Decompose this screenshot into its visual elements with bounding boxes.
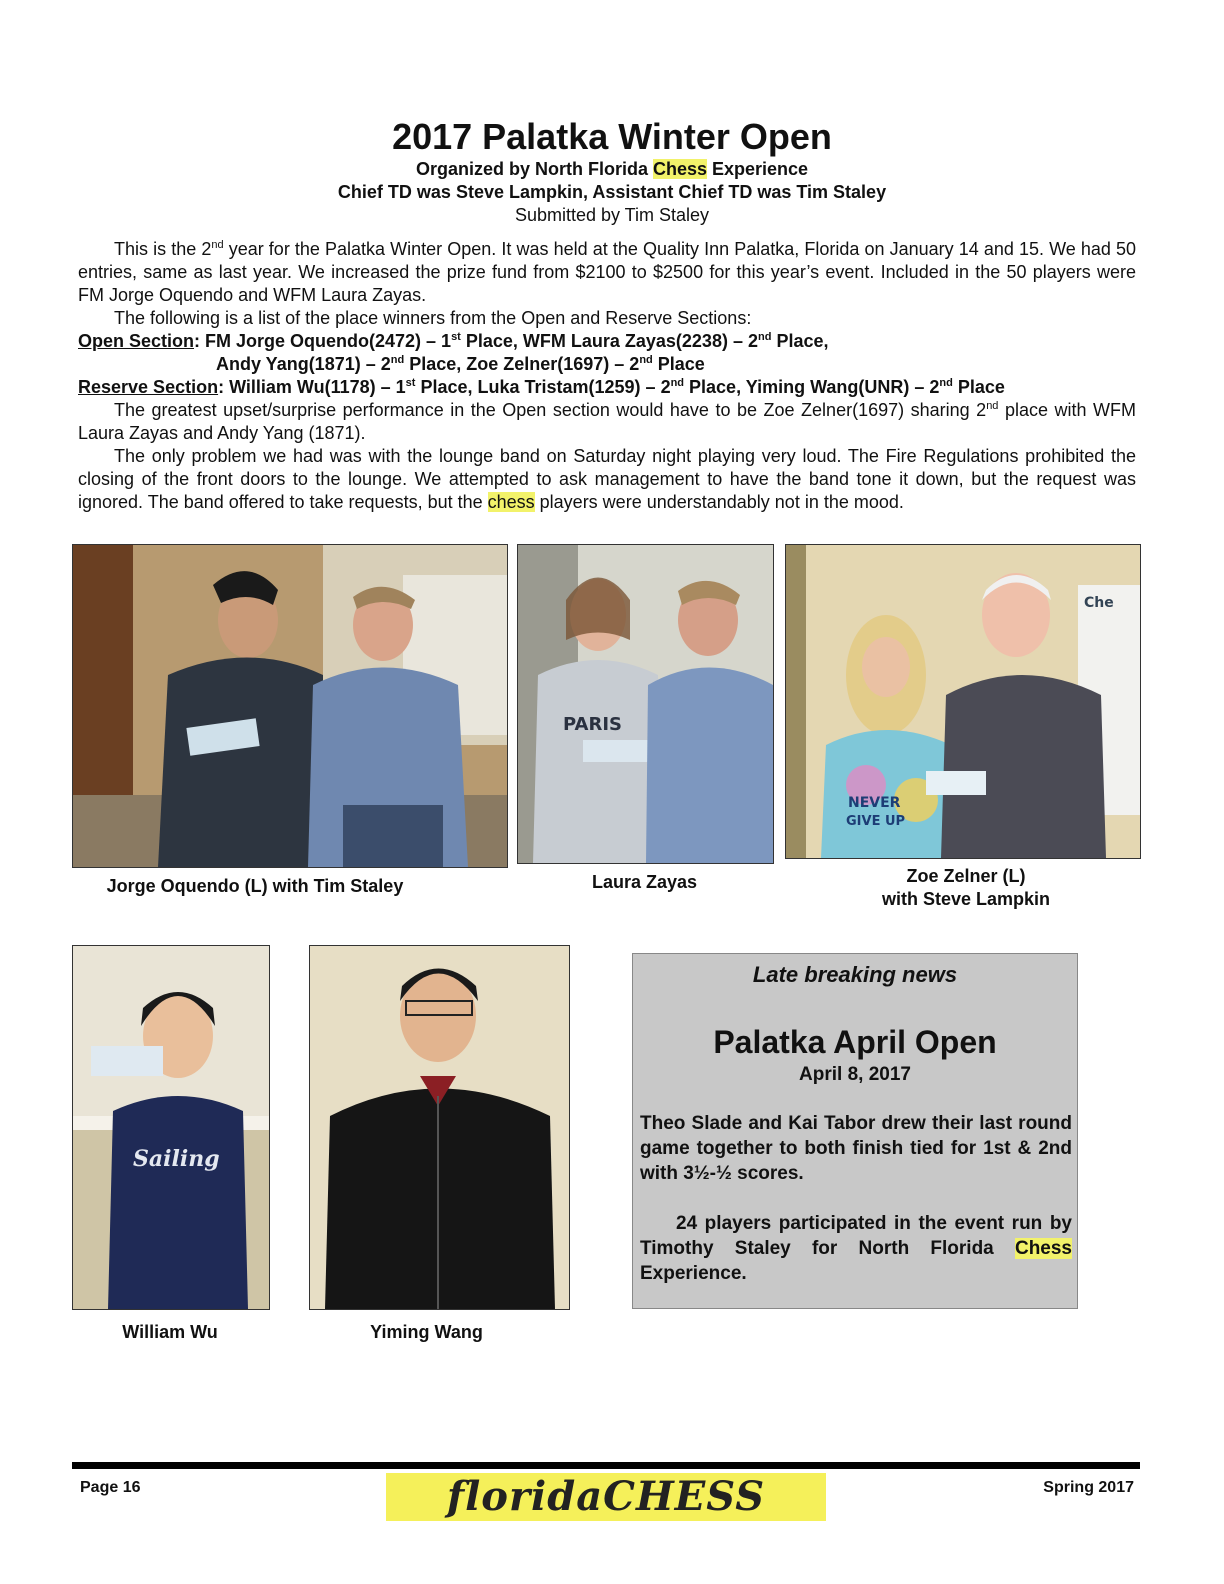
- chess-highlight: chess: [487, 492, 535, 512]
- news-paragraph-1: Theo Slade and Kai Tabor drew their last round game together to both finish tied for 1st & 2nd with 3½-½ scores.: [640, 1113, 1072, 1184]
- text: : FM Jorge Oquendo(2472) – 1: [194, 331, 452, 351]
- paragraph-intro: [78, 238, 1136, 307]
- text: The only problem we had was with the lounge band on Saturday night playing very loud. The Fire Regulations prohibited the closing of the front doors to the lounge. We attempted to ask management to have the band tone it down, but the request was ignored. The band offered to take requests, but the: [78, 446, 1136, 512]
- paragraph-upset: [78, 399, 1136, 445]
- submitted-by-line: Submitted by Tim Staley: [514, 205, 710, 225]
- caption-photo3-line2: with Steve Lampkin: [881, 889, 1051, 909]
- shirt-text-paris: PARIS: [563, 714, 622, 735]
- text: This is the 2: [114, 239, 212, 259]
- news-title: Palatka April Open: [713, 1024, 997, 1060]
- text: year for the Palatka Winter Open. It was held at the Quality Inn Palatka, Florida on January 14 and 15. We had 50 entries, same as last year. We increased the prize fund from $2100 to $2500 for this year’s event. Included in the 50 players were FM Jorge Oquendo and WFM Laura Zayas.: [78, 239, 1137, 305]
- text: Place, Zoe Zelner(1697) – 2: [404, 354, 640, 374]
- photo-laura-zayas: [517, 544, 774, 864]
- article-title: 2017 Palatka Winter Open: [392, 116, 832, 157]
- news-date: April 8, 2017: [799, 1064, 911, 1085]
- organizer-text: Organized by North Florida: [415, 159, 653, 179]
- page-number: Page 16: [80, 1479, 141, 1496]
- superscript: nd: [939, 377, 953, 389]
- superscript: nd: [757, 331, 772, 343]
- caption-photo2: Laura Zayas: [591, 872, 698, 892]
- photo-yiming-wang: [309, 945, 570, 1310]
- chess-highlight: Chess: [1014, 1238, 1072, 1259]
- open-section-line-2: [78, 353, 1136, 376]
- text: Andy Yang(1871) – 2: [216, 354, 391, 374]
- caption-photo5: Yiming Wang: [370, 1322, 483, 1342]
- text: Place, Yiming Wang(UNR) – 2: [684, 377, 940, 397]
- shirt-text-never: NEVER: [848, 795, 901, 811]
- photo-oquendo-staley: [72, 544, 508, 868]
- paragraph-winners-intro: The following is a list of the place winners from the Open and Reserve Sections:: [114, 308, 752, 328]
- text: players were understandably not in the mood.: [534, 492, 904, 512]
- text: Place,: [771, 331, 829, 351]
- reserve-section-line: [78, 376, 1136, 399]
- late-breaking-news-box: [632, 953, 1078, 1309]
- superscript: nd: [986, 400, 999, 412]
- superscript: nd: [670, 377, 685, 389]
- organizer-line: [0, 159, 1224, 180]
- issue-label: Spring 2017: [1043, 1479, 1134, 1496]
- logo-text: floridaCHESS: [446, 1473, 766, 1520]
- caption-photo4: William Wu: [122, 1322, 218, 1342]
- text: Place, Luka Tristam(1259) – 2: [415, 377, 671, 397]
- open-section-line: [78, 330, 1136, 353]
- shirt-text-sailing: Sailing: [133, 1146, 220, 1172]
- superscript: nd: [390, 354, 405, 366]
- sign-text: Che: [1084, 595, 1114, 611]
- text: Experience.: [640, 1263, 747, 1284]
- chief-td-line: Chief TD was Steve Lampkin, Assistant Chief TD was Tim Staley: [337, 182, 887, 202]
- reserve-section-label: Reserve Section: [78, 377, 219, 397]
- photo-zoe-zelner-lampkin: [785, 544, 1141, 859]
- chess-highlight: Chess: [652, 159, 707, 179]
- open-section-label: Open Section: [78, 331, 195, 351]
- organizer-text-end: Experience: [706, 159, 809, 179]
- article-body: [78, 238, 1136, 514]
- footer-rule: [72, 1462, 1140, 1469]
- florida-chess-logo: [386, 1473, 826, 1521]
- paragraph-band: [78, 445, 1136, 514]
- caption-photo3-line1: Zoe Zelner (L): [906, 866, 1026, 886]
- text: : William Wu(1178) – 1: [218, 377, 406, 397]
- superscript: nd: [211, 239, 224, 251]
- shirt-text-give-up: GIVE UP: [846, 814, 906, 829]
- text: place with WFM Laura Zayas and Andy Yang (1871).: [78, 400, 1136, 443]
- photo-william-wu: [72, 945, 270, 1310]
- superscript: st: [451, 331, 461, 343]
- text: Place: [952, 377, 1005, 397]
- text: The greatest upset/surprise performance in the Open section would have to be Zoe Zelner(1697) sharing 2: [114, 400, 987, 420]
- text: Place: [652, 354, 705, 374]
- text: 24 players participated in the event run by Timothy Staley for North Florida: [640, 1213, 1072, 1259]
- caption-photo1: Jorge Oquendo (L) with Tim Staley: [106, 876, 404, 896]
- superscript: st: [405, 377, 416, 389]
- superscript: nd: [639, 354, 653, 366]
- news-header: Late breaking news: [752, 962, 958, 987]
- text: Place, WFM Laura Zayas(2238) – 2: [460, 331, 758, 351]
- news-paragraph-2: [640, 1211, 1072, 1286]
